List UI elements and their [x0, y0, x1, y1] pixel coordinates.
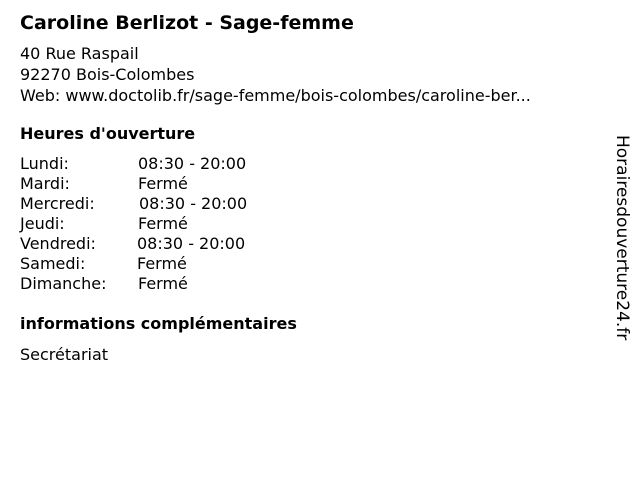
city-address: 92270 Bois-Colombes	[20, 65, 195, 84]
day-label: Samedi:	[20, 254, 86, 273]
info-heading: informations complémentaires	[20, 314, 297, 333]
day-hours: Fermé	[138, 214, 188, 233]
day-label: Vendredi:	[20, 234, 96, 253]
hours-heading: Heures d'ouverture	[20, 124, 196, 143]
page-title: Caroline Berlizot - Sage-femme	[20, 12, 354, 34]
day-hours: Fermé	[137, 254, 187, 273]
watermark-text: Horairesdouverture24.fr	[612, 135, 632, 341]
day-label: Mardi:	[20, 174, 70, 193]
day-hours: Fermé	[138, 274, 188, 293]
day-hours: 08:30 - 20:00	[139, 194, 248, 213]
street-address: 40 Rue Raspail	[20, 44, 139, 63]
info-text: Secrétariat	[20, 345, 109, 364]
day-hours: Fermé	[138, 174, 188, 193]
day-hours: 08:30 - 20:00	[137, 234, 246, 253]
website-link[interactable]: Web: www.doctolib.fr/sage-femme/bois-colombes/caroline-ber...	[20, 86, 531, 105]
address-block	[20, 43, 531, 106]
day-label: Jeudi:	[20, 214, 65, 233]
day-label: Mercredi:	[20, 194, 95, 213]
day-label: Lundi:	[20, 154, 69, 173]
day-hours: 08:30 - 20:00	[138, 154, 247, 173]
day-label: Dimanche:	[20, 274, 107, 293]
